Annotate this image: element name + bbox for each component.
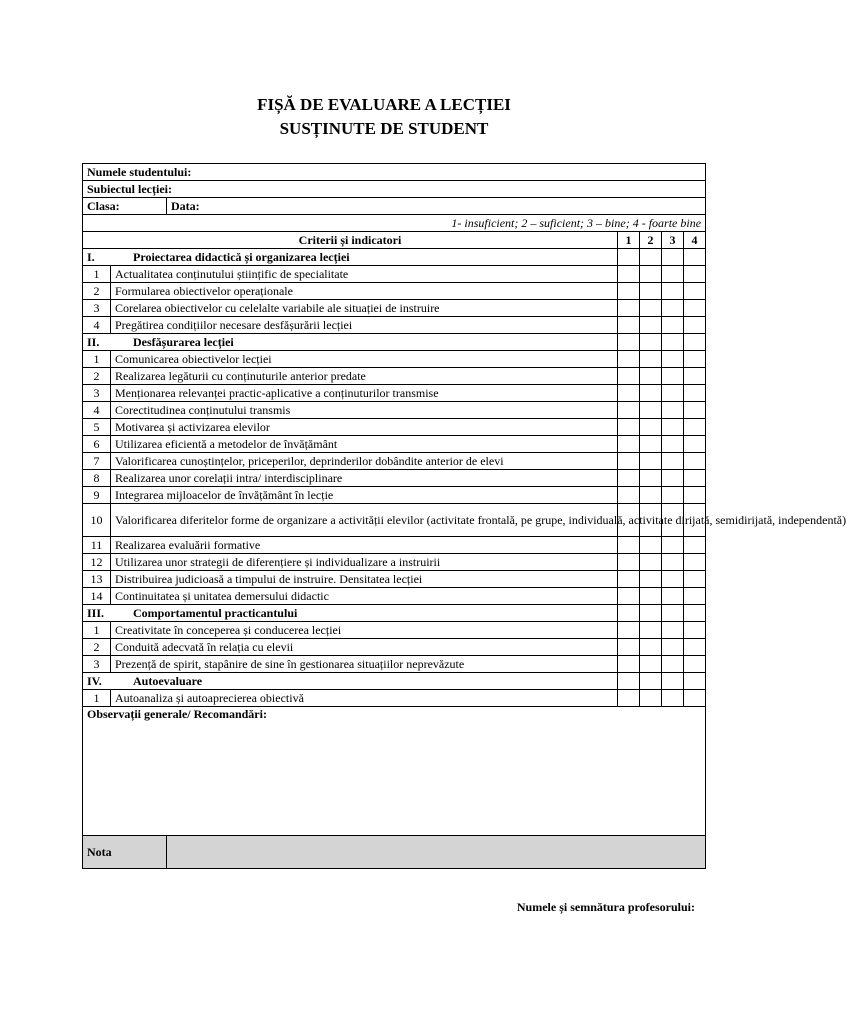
score-header-2: 2	[640, 232, 662, 249]
score-cell-2[interactable]	[640, 351, 662, 368]
score-cell-4[interactable]	[684, 436, 706, 453]
criterion-number: 5	[83, 419, 111, 436]
criterion-text: Continuitatea și unitatea demersului didactic	[111, 588, 618, 605]
score-cell-4[interactable]	[684, 639, 706, 656]
criterion-number: 2	[83, 368, 111, 385]
criterion-number: 4	[83, 317, 111, 334]
section-score-cell	[662, 249, 684, 266]
score-cell-3[interactable]	[662, 402, 684, 419]
score-cell-4[interactable]	[684, 554, 706, 571]
score-cell-4[interactable]	[684, 453, 706, 470]
criterion-number: 1	[83, 690, 111, 707]
score-cell-2[interactable]	[640, 537, 662, 554]
criterion-row	[83, 283, 706, 300]
criterion-text: Realizarea evaluării formative	[111, 537, 618, 554]
criterion-text: Formularea obiectivelor operaționale	[111, 283, 618, 300]
section-score-cell	[684, 334, 706, 351]
section-score-cell	[662, 673, 684, 690]
document-title-line-1: FIȘĂ DE EVALUARE A LECȚIEI	[257, 95, 511, 114]
score-cell-4[interactable]	[684, 368, 706, 385]
criterion-text: Menționarea relevanței practic-aplicative a conținuturilor transmise	[111, 385, 618, 402]
score-cell-1[interactable]	[618, 436, 640, 453]
criterion-number: 14	[83, 588, 111, 605]
criterion-row	[83, 300, 706, 317]
criterion-row	[83, 317, 706, 334]
score-cell-2[interactable]	[640, 554, 662, 571]
section-title	[83, 249, 618, 266]
score-cell-4[interactable]	[684, 656, 706, 673]
section-header-row	[83, 673, 706, 690]
score-cell-4[interactable]	[684, 385, 706, 402]
score-cell-3[interactable]	[662, 639, 684, 656]
criterion-row	[83, 385, 706, 402]
class-field[interactable]: Clasa:	[83, 198, 167, 215]
section-score-cell	[684, 249, 706, 266]
score-cell-2[interactable]	[640, 487, 662, 504]
scale-legend: 1- insuficient; 2 – suficient; 3 – bine; 4 - foarte bine	[83, 215, 706, 232]
score-cell-2[interactable]	[640, 639, 662, 656]
score-cell-4[interactable]	[684, 690, 706, 707]
grade-label: Nota	[83, 836, 167, 869]
score-cell-3[interactable]	[662, 588, 684, 605]
score-cell-1[interactable]	[618, 402, 640, 419]
criterion-text: Conduită adecvată în relația cu elevii	[111, 639, 618, 656]
criterion-text: Utilizarea eficientă a metodelor de învățământ	[111, 436, 618, 453]
score-cell-2[interactable]	[640, 368, 662, 385]
criterion-row	[83, 571, 706, 588]
criterion-row	[83, 351, 706, 368]
score-cell-3[interactable]	[662, 571, 684, 588]
section-score-cell	[618, 334, 640, 351]
score-cell-3[interactable]	[662, 351, 684, 368]
score-cell-2[interactable]	[640, 402, 662, 419]
score-cell-3[interactable]	[662, 368, 684, 385]
date-field[interactable]: Data:	[167, 198, 706, 215]
scale-legend-row	[83, 215, 706, 232]
section-title-text: Comportamentul practicantului	[133, 605, 298, 620]
score-cell-1[interactable]	[618, 690, 640, 707]
score-cell-3[interactable]	[662, 656, 684, 673]
evaluation-table	[82, 163, 846, 869]
criterion-row	[83, 537, 706, 554]
section-roman-numeral: III.	[87, 605, 105, 620]
score-cell-1[interactable]	[618, 300, 640, 317]
criterion-number: 11	[83, 537, 111, 554]
section-score-cell	[640, 605, 662, 622]
criterion-text: Valorificarea cunoștințelor, priceperilor, deprinderilor dobândite anterior de elevi	[111, 453, 618, 470]
criterion-row	[83, 656, 706, 673]
criterion-text: Realizarea unor corelații intra/ interdisciplinare	[111, 470, 618, 487]
section-roman-numeral: I.	[87, 249, 95, 264]
score-cell-1[interactable]	[618, 656, 640, 673]
section-score-cell	[684, 673, 706, 690]
score-cell-3[interactable]	[662, 436, 684, 453]
score-cell-1[interactable]	[618, 487, 640, 504]
section-roman-numeral: IV.	[87, 673, 102, 688]
criterion-row	[83, 266, 706, 283]
grade-row	[83, 836, 706, 869]
score-cell-1[interactable]	[618, 266, 640, 283]
score-cell-3[interactable]	[662, 487, 684, 504]
criterion-text: Valorificarea diferitelor forme de organizare a activității elevilor (activitate frontală, pe grupe, individuală, activitate dirijată, semidirijată, independentă)	[111, 504, 618, 537]
student-name-row	[83, 164, 706, 181]
criterion-number: 6	[83, 436, 111, 453]
criterion-number: 10	[83, 504, 111, 537]
criterion-number: 9	[83, 487, 111, 504]
score-cell-2[interactable]	[640, 571, 662, 588]
section-title-text: Proiectarea didactică și organizarea lecției	[133, 249, 350, 264]
criterion-text: Integrarea mijloacelor de învățământ în lecție	[111, 487, 618, 504]
section-title	[83, 334, 618, 351]
section-header-row	[83, 249, 706, 266]
criterion-text: Corectitudinea conținutului transmis	[111, 402, 618, 419]
grade-field[interactable]	[167, 836, 706, 869]
criterion-row	[83, 588, 706, 605]
score-cell-1[interactable]	[618, 419, 640, 436]
score-cell-3[interactable]	[662, 300, 684, 317]
score-cell-1[interactable]	[618, 571, 640, 588]
criterion-number: 8	[83, 470, 111, 487]
criterion-number: 4	[83, 402, 111, 419]
criterion-row	[83, 419, 706, 436]
criterion-number: 1	[83, 622, 111, 639]
observations-row	[83, 707, 706, 836]
score-cell-3[interactable]	[662, 690, 684, 707]
score-cell-3[interactable]	[662, 537, 684, 554]
score-cell-4[interactable]	[684, 351, 706, 368]
score-cell-1[interactable]	[618, 283, 640, 300]
section-score-cell	[662, 334, 684, 351]
score-header-1: 1	[618, 232, 640, 249]
score-cell-4[interactable]	[684, 266, 706, 283]
criterion-number: 7	[83, 453, 111, 470]
criterion-row	[83, 622, 706, 639]
criterion-text: Actualitatea conținutului științific de specialitate	[111, 266, 618, 283]
student-name-field[interactable]: Numele studentului:	[83, 164, 706, 181]
score-cell-4[interactable]	[684, 487, 706, 504]
score-cell-1[interactable]	[618, 588, 640, 605]
criterion-number: 3	[83, 385, 111, 402]
score-cell-4[interactable]	[684, 402, 706, 419]
score-cell-3[interactable]	[662, 283, 684, 300]
score-cell-3[interactable]	[662, 470, 684, 487]
section-title	[83, 673, 618, 690]
score-cell-3[interactable]	[662, 317, 684, 334]
criterion-row	[83, 554, 706, 571]
criterion-text: Autoanaliza și autoaprecierea obiectivă	[111, 690, 618, 707]
criterion-number: 3	[83, 656, 111, 673]
criterion-row	[83, 470, 706, 487]
score-cell-1[interactable]	[618, 639, 640, 656]
score-cell-2[interactable]	[640, 419, 662, 436]
score-cell-4[interactable]	[684, 537, 706, 554]
class-date-row	[83, 198, 706, 215]
section-title-text: Autoevaluare	[133, 673, 203, 688]
score-cell-2[interactable]	[640, 300, 662, 317]
score-cell-4[interactable]	[684, 622, 706, 639]
criterion-text: Pregătirea condițiilor necesare desfășurării lecției	[111, 317, 618, 334]
section-score-cell	[662, 605, 684, 622]
score-cell-3[interactable]	[662, 419, 684, 436]
section-roman-numeral: II.	[87, 334, 100, 349]
criterion-number: 3	[83, 300, 111, 317]
criterion-row	[83, 504, 706, 537]
section-score-cell	[618, 605, 640, 622]
criterion-number: 13	[83, 571, 111, 588]
criterion-text: Realizarea legăturii cu conținuturile anterior predate	[111, 368, 618, 385]
criterion-row	[83, 453, 706, 470]
score-cell-4[interactable]	[684, 571, 706, 588]
score-cell-3[interactable]	[662, 453, 684, 470]
score-cell-2[interactable]	[640, 656, 662, 673]
score-cell-1[interactable]	[618, 470, 640, 487]
section-score-cell	[640, 249, 662, 266]
score-cell-2[interactable]	[640, 283, 662, 300]
score-cell-2[interactable]	[640, 453, 662, 470]
criterion-text: Prezență de spirit, stapânire de sine în gestionarea situațiilor neprevăzute	[111, 656, 618, 673]
score-cell-1[interactable]	[618, 351, 640, 368]
score-cell-4[interactable]	[684, 300, 706, 317]
section-score-cell	[640, 334, 662, 351]
criterion-row	[83, 690, 706, 707]
section-score-cell	[618, 673, 640, 690]
score-cell-1[interactable]	[618, 453, 640, 470]
score-cell-1[interactable]	[618, 537, 640, 554]
score-cell-3[interactable]	[662, 622, 684, 639]
score-header-3: 3	[662, 232, 684, 249]
criterion-text: Comunicarea obiectivelor lecției	[111, 351, 618, 368]
score-cell-3[interactable]	[662, 385, 684, 402]
criterion-row	[83, 436, 706, 453]
score-cell-2[interactable]	[640, 266, 662, 283]
criterion-text: Distribuirea judicioasă a timpului de instruire. Densitatea lecției	[111, 571, 618, 588]
score-cell-1[interactable]	[618, 317, 640, 334]
score-cell-4[interactable]	[684, 317, 706, 334]
section-score-cell	[618, 249, 640, 266]
section-score-cell	[684, 605, 706, 622]
criterion-number: 1	[83, 351, 111, 368]
score-cell-4[interactable]	[684, 419, 706, 436]
score-cell-4[interactable]	[684, 283, 706, 300]
score-cell-2[interactable]	[640, 470, 662, 487]
criterion-row	[83, 402, 706, 419]
criterion-text: Creativitate în conceperea și conducerea lecției	[111, 622, 618, 639]
section-title-text: Desfășurarea lecției	[133, 334, 234, 349]
score-cell-2[interactable]	[640, 622, 662, 639]
section-header-row	[83, 605, 706, 622]
observations-field[interactable]: Observații generale/ Recomandări:	[83, 707, 706, 836]
score-cell-1[interactable]	[618, 622, 640, 639]
criterion-number: 2	[83, 639, 111, 656]
header-row	[83, 232, 706, 249]
score-header-4: 4	[684, 232, 706, 249]
score-cell-1[interactable]	[618, 368, 640, 385]
criterion-row	[83, 368, 706, 385]
score-cell-2[interactable]	[640, 436, 662, 453]
criterion-row	[83, 639, 706, 656]
score-cell-3[interactable]	[662, 266, 684, 283]
score-cell-1[interactable]	[618, 385, 640, 402]
score-cell-4[interactable]	[684, 470, 706, 487]
subject-row	[83, 181, 706, 198]
criterion-text: Corelarea obiectivelor cu celelalte variabile ale situației de instruire	[111, 300, 618, 317]
teacher-signature-label: Numele și semnătura profesorului:	[516, 900, 695, 914]
criterion-number: 12	[83, 554, 111, 571]
document-title-line-2: SUSȚINUTE DE STUDENT	[279, 119, 489, 138]
score-cell-2[interactable]	[640, 690, 662, 707]
criterion-number: 2	[83, 283, 111, 300]
criterion-text: Utilizarea unor strategii de diferențiere și individualizare a instruirii	[111, 554, 618, 571]
criterion-row	[83, 487, 706, 504]
score-cell-2[interactable]	[640, 385, 662, 402]
section-header-row	[83, 334, 706, 351]
section-title	[83, 605, 618, 622]
score-cell-2[interactable]	[640, 588, 662, 605]
score-cell-3[interactable]	[662, 554, 684, 571]
score-cell-1[interactable]	[618, 554, 640, 571]
score-cell-4[interactable]	[684, 588, 706, 605]
section-score-cell	[640, 673, 662, 690]
criteria-header: Criterii și indicatori	[83, 232, 618, 249]
criterion-text: Motivarea și activizarea elevilor	[111, 419, 618, 436]
criterion-number: 1	[83, 266, 111, 283]
score-cell-2[interactable]	[640, 317, 662, 334]
lesson-subject-field[interactable]: Subiectul lecției:	[83, 181, 706, 198]
